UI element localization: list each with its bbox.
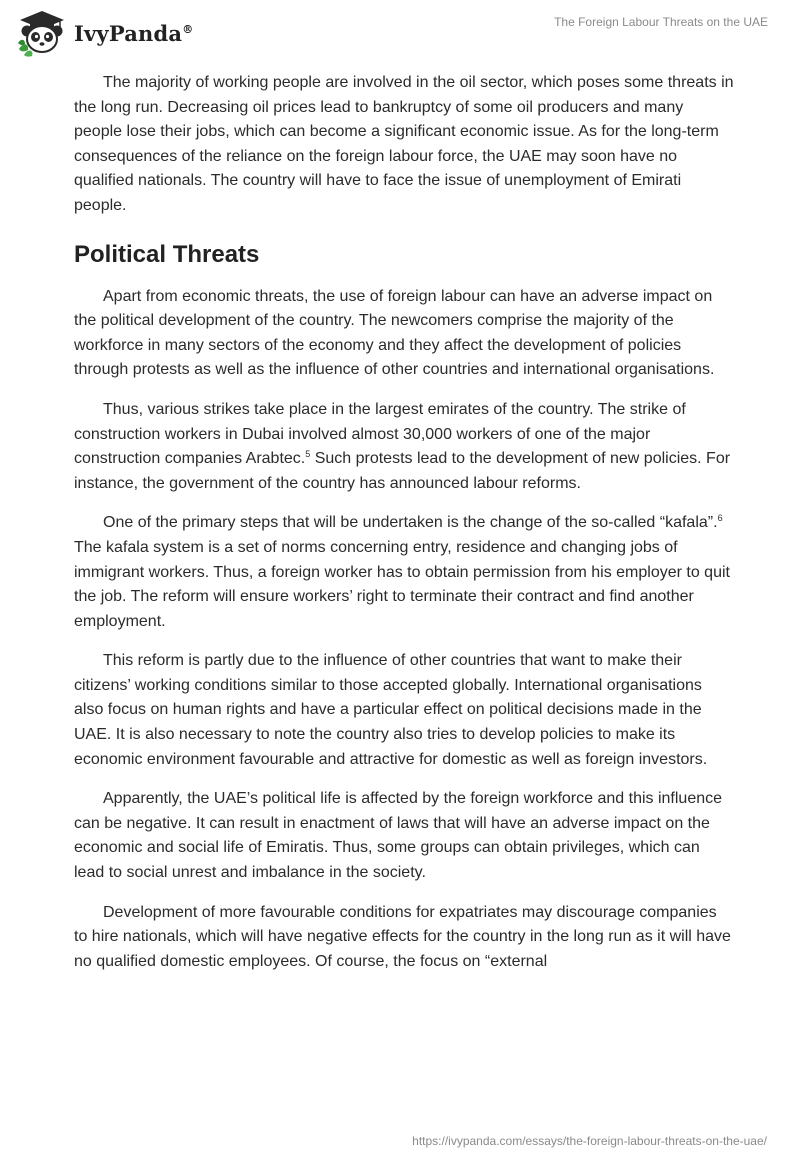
- brand-name: IvyPanda®: [74, 20, 194, 46]
- paragraph-text: Such protests lead to the development of new policies. For instance, the government of the country has announced labour reforms.: [74, 450, 731, 492]
- paragraph: Apparently, the UAE’s political life is affected by the foreign workforce and this influence can be negative. It can result in enactment of laws that will have an adverse impact on the economic and social life of Emiratis. Thus, some groups can obtain privileges, which can lead to social unrest and imbalance in the society.: [74, 790, 723, 882]
- paragraph-text: Thus, various strikes take place in the largest emirates of the country. The strike of construction workers in Dubai involved almost 30,000 workers of one of the major construction companies Arabtec.: [74, 400, 686, 468]
- paragraph: Development of more favourable conditions for expatriates may discourage companies to hire nationals, which will have negative effects for the country in the long run as it will have no qualified domestic employees. Of course, the focus on “external: [74, 903, 731, 970]
- paragraph: Apart from economic threats, the use of foreign labour can have an adverse impact on the political development of the country. The newcomers comprise the majority of the workforce in many sectors of the economy and they affect the development of policies through protests as well as the influence of other countries and international organisations.: [74, 287, 715, 379]
- essay-body: [74, 71, 734, 989]
- paragraph-text: One of the primary steps that will be undertaken is the change of the so-called “kafala”.: [103, 514, 718, 532]
- paragraph: [74, 511, 734, 634]
- document-title: The Foreign Labour Threats on the UAE: [554, 15, 768, 29]
- footnote-ref[interactable]: 6: [717, 513, 723, 524]
- paragraph: This reform is partly due to the influence of other countries that want to make their citizens’ working conditions similar to those accepted globally. International organisations also focus on human rights and have a particular effect on political decisions made in the UAE. It is also necessary to note the country also tries to develop policies to make its economic environment favourable and attractive for domestic as well as foreign investors.: [74, 652, 708, 768]
- paragraph-text: The kafala system is a set of norms concerning entry, residence and changing jobs of immigrant workers. Thus, a foreign worker has to obtain permission from his employer to quit the job. The reform will ensure workers’ right to terminate their contract and find another employment.: [74, 538, 730, 630]
- ivypanda-logo[interactable]: [16, 9, 193, 57]
- panda-graduate-icon: [16, 9, 68, 57]
- paragraph: The majority of working people are involved in the oil sector, which poses some threats in the long run. Decreasing oil prices lead to bankruptcy of some oil producers and many people lose their jobs, which can become a significant economic issue. As for the long-term consequences of the reliance on the foreign labour force, the UAE may soon have no qualified nationals. The country will have to face the issue of unemployment of Emirati people.: [74, 74, 734, 214]
- paragraph: [74, 398, 734, 496]
- page-header: [0, 0, 800, 70]
- source-url[interactable]: https://ivypanda.com/essays/the-foreign-labour-threats-on-the-uae/: [412, 1134, 767, 1148]
- footnote-ref[interactable]: 5: [305, 449, 311, 460]
- section-heading: Political Threats: [74, 240, 260, 268]
